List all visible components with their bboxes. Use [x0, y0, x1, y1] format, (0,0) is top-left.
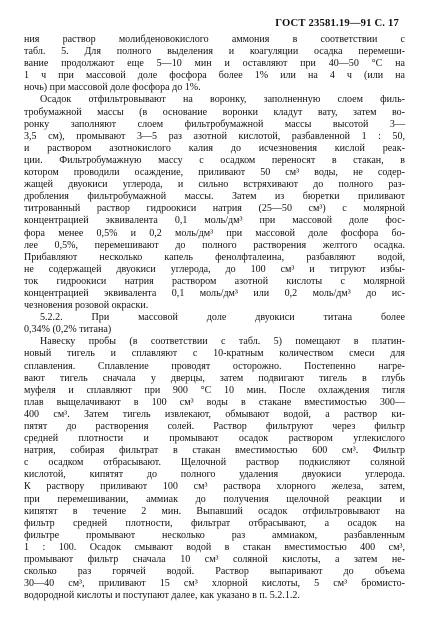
text-line: фора менее 0,5% и 0,2 моль/дм³ при массовой доле фосфора бо- [24, 227, 405, 239]
text-line: сколько раз горячей водой. Раствор выпаривают до объема [24, 566, 405, 578]
text-line: 5.2.2. При массовой доле двуокиси титана более [40, 312, 405, 324]
text-line: Навеску пробы (в соответствии с табл. 5) помещают в платин- [40, 336, 405, 348]
text-line: дробления фильтробумажной массы. Затем из бюретки приливают [24, 191, 405, 203]
text-line: 1 ч при массовой доле фосфора более 1% или на 4 ч (или на [24, 70, 405, 82]
text-line: табл. 5. Для полного выделения и коагуляции осадка перемеши- [24, 46, 405, 58]
text-line: тробумажной массы (в основание воронки кладут вату, затем во- [24, 106, 405, 118]
section-heading [24, 312, 405, 336]
text-line: концентрацией эквивалента 0,1 моль/дм³ при массовой доле фос- [24, 215, 405, 227]
text-line: ции. Фильтробумажную массу с осадком переносят в стакан, в [24, 154, 405, 166]
text-line: лее 0,5%, перемешивают до полного растворения желтого осадка. [24, 239, 405, 251]
text-line: котором проводили осаждение, приливают 50 см³ воды, не содер- [24, 167, 405, 179]
text-line: муфеля и сплавляют при 900 °С 10 мин. После охлаждения тигля [24, 384, 405, 396]
text-line: фильтре промывают несколько раз аммиаком, разбавленным [24, 529, 405, 541]
text-line: сплавления. Сплавление проводят осторожно. Постепенно нагре- [24, 360, 405, 372]
text-line: 0,34% (0,2% титана) [24, 324, 112, 336]
text-line: пятят до растворения солей. Раствор фильтруют через фильтр [24, 421, 405, 432]
text-line: кислотой, кипятят до полного удаления двуокиси углерода. [24, 469, 405, 481]
page-header: ГОСТ 23581.19—91 С. 17 [275, 18, 399, 29]
text-line: и раствором азотнокислого калия до исчезновения кислой реак- [24, 142, 405, 154]
text-line: фильтр средней плотности, фильтрат отбрасывают, а осадок на [24, 517, 405, 529]
text-line: промывают фильтр сначала 10 см³ соляной кислоты, а затем не- [24, 554, 405, 566]
paragraph [24, 94, 405, 312]
text-line: водородной кислоты и поступают далее, как указано в п. 5.2.1.2. [24, 590, 300, 602]
text-line: не содержащей двуокиси углерода, до 100 см³ и титруют избы- [24, 263, 405, 275]
text-line: ночь) при массовой доле фосфора до 1%. [24, 82, 201, 94]
paragraph [24, 34, 405, 94]
text-line: ток гидроокиси натрия раствором азотной кислоты с молярной [24, 275, 405, 287]
text-line: вание продолжают еще 5—10 мин и оставляют при 40—50 °С на [24, 58, 405, 70]
text-line: вают тигель сначала у дверцы, затем подвигают тигель в глубь [24, 372, 405, 384]
text-line: натрия, собирая фильтрат в стакан вместимостью 600 см³. Фильтр [24, 445, 405, 457]
text-line: новый тигель и сплавляют с 10-кратным количеством смеси для [24, 348, 405, 360]
document-body [24, 34, 405, 602]
text-line: К раствору приливают 100 см³ раствора хлорного железа, затем, [24, 481, 405, 493]
text-line: 30—40 см³, приливают 15 см³ хлорной кислоты, 5 см³ бромисто- [24, 578, 405, 590]
text-line: жащей двуокиси углерода, и сильно встряхивают до полного раз- [24, 179, 405, 191]
text-line: средней плотности и промывают осадок раствором углекислого [24, 433, 405, 445]
text-line: 1 : 100. Осадок смывают водой в стакан вместимостью 400 см³, [24, 541, 405, 553]
text-line: Осадок отфильтровывают на воронку, заполненную слоем филь- [40, 94, 405, 106]
text-line: чезновения розовой окраски. [24, 300, 149, 312]
text-line: плав выщелачивают в 100 см³ воды в стакане вместимостью 300— [24, 396, 405, 408]
text-line: концентрацией эквивалента 0,1 моль/дм³ или 0,2 моль/дм³ до ис- [24, 287, 405, 299]
text-line: ния раствор молибденовокислого аммония в соответствии с [24, 34, 405, 45]
text-line: 3,5 см), промывают 3—5 раз азотной кислотой, разбавленной 1 : 50, [24, 130, 405, 142]
text-line: 400 см³. Затем тигель извлекают, обмывают водой, а раствор ки- [24, 408, 405, 420]
text-line: с осадком отбрасывают. Щелочной раствор подкисляют соляной [24, 457, 405, 469]
text-line: кипятят в течение 2 мин. Выпавший осадок отфильтровывают на [24, 505, 405, 517]
text-line: при перемешивании, аммиак до получения щелочной реакции и [24, 493, 405, 505]
paragraph [24, 336, 405, 602]
text-line: Прибавляют несколько капель фенолфталеина, разбавляют водой, [24, 251, 405, 263]
text-line: ронку заполняют слоем фильтробумажной массы высотой 3— [24, 118, 405, 130]
text-line: титрованный раствор гидроокиси натрия (25—50 см³) с молярной [24, 203, 405, 215]
